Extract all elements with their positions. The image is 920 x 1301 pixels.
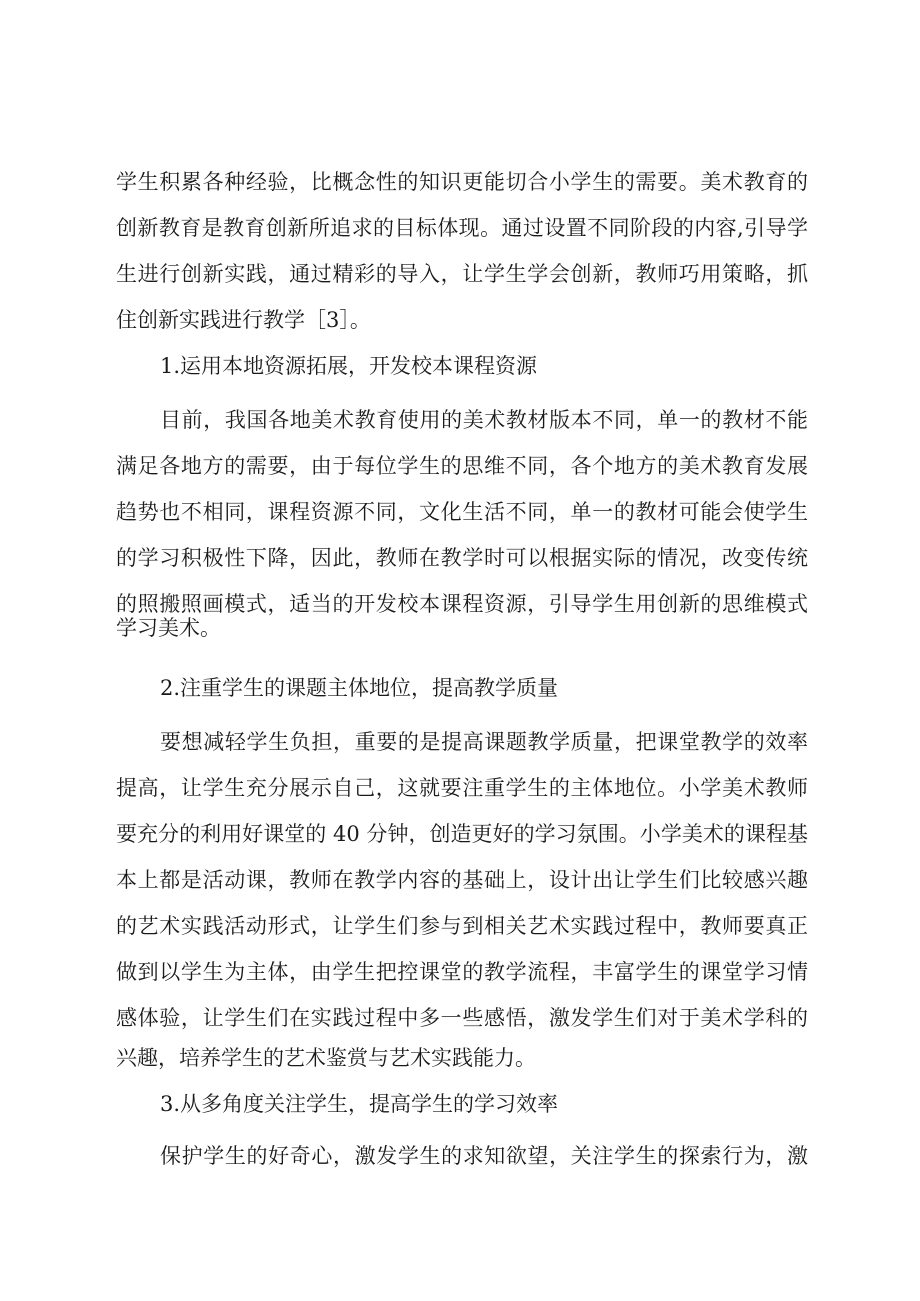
section-heading-3: 3.从多角度关注学生，提高学生的学习效率 — [160, 1092, 559, 1116]
paragraph-line: 趋势也不相同，课程资源不同，文化生活不同，单一的教材可能会使学生 — [116, 500, 808, 524]
paragraph-line: 学生积累各种经验，比概念性的知识更能切合小学生的需要。美术教育的 — [116, 170, 808, 194]
paragraph-line: 保护学生的好奇心，激发学生的求知欲望，关注学生的探索行为，激 — [160, 1144, 808, 1168]
paragraph-line: 兴趣，培养学生的艺术鉴赏与艺术实践能力。 — [116, 1046, 536, 1070]
paragraph-line: 住创新实践进行教学［3］。 — [116, 308, 371, 332]
paragraph-line: 学习美术。 — [116, 616, 221, 640]
paragraph-line: 满足各地方的需要，由于每位学生的思维不同，各个地方的美术教育发展 — [116, 454, 808, 478]
paragraph-line: 要充分的利用好课堂的 40 分钟，创造更好的学习氛围。小学美术的课程基 — [116, 822, 808, 846]
paragraph-line: 的艺术实践活动形式，让学生们参与到相关艺术实践过程中，教师要真正 — [116, 914, 808, 938]
section-heading-1: 1.运用本地资源拓展，开发校本课程资源 — [160, 354, 538, 378]
paragraph-line: 本上都是活动课，教师在教学内容的基础上，设计出让学生们比较感兴趣 — [116, 868, 808, 892]
section-heading-2: 2.注重学生的课题主体地位，提高教学质量 — [160, 676, 559, 700]
paragraph-line: 要想减轻学生负担，重要的是提高课题教学质量，把课堂教学的效率 — [160, 730, 808, 754]
paragraph-line: 提高，让学生充分展示自己，这就要注重学生的主体地位。小学美术教师 — [116, 776, 808, 800]
paragraph-line: 目前，我国各地美术教育使用的美术教材版本不同，单一的教材不能 — [160, 408, 808, 432]
paragraph-line: 的学习积极性下降，因此，教师在教学时可以根据实际的情况，改变传统 — [116, 546, 808, 570]
paragraph-line: 的照搬照画模式，适当的开发校本课程资源，引导学生用创新的思维模式 — [116, 592, 808, 616]
paragraph-line: 感体验，让学生们在实践过程中多一些感悟，激发学生们对于美术学科的 — [116, 1006, 808, 1030]
paragraph-line: 生进行创新实践，通过精彩的导入，让学生学会创新，教师巧用策略，抓 — [116, 262, 808, 286]
paragraph-line: 做到以学生为主体，由学生把控课堂的教学流程，丰富学生的课堂学习情 — [116, 960, 808, 984]
paragraph-line: 创新教育是教育创新所追求的目标体现。通过设置不同阶段的内容,引导学 — [116, 216, 808, 240]
